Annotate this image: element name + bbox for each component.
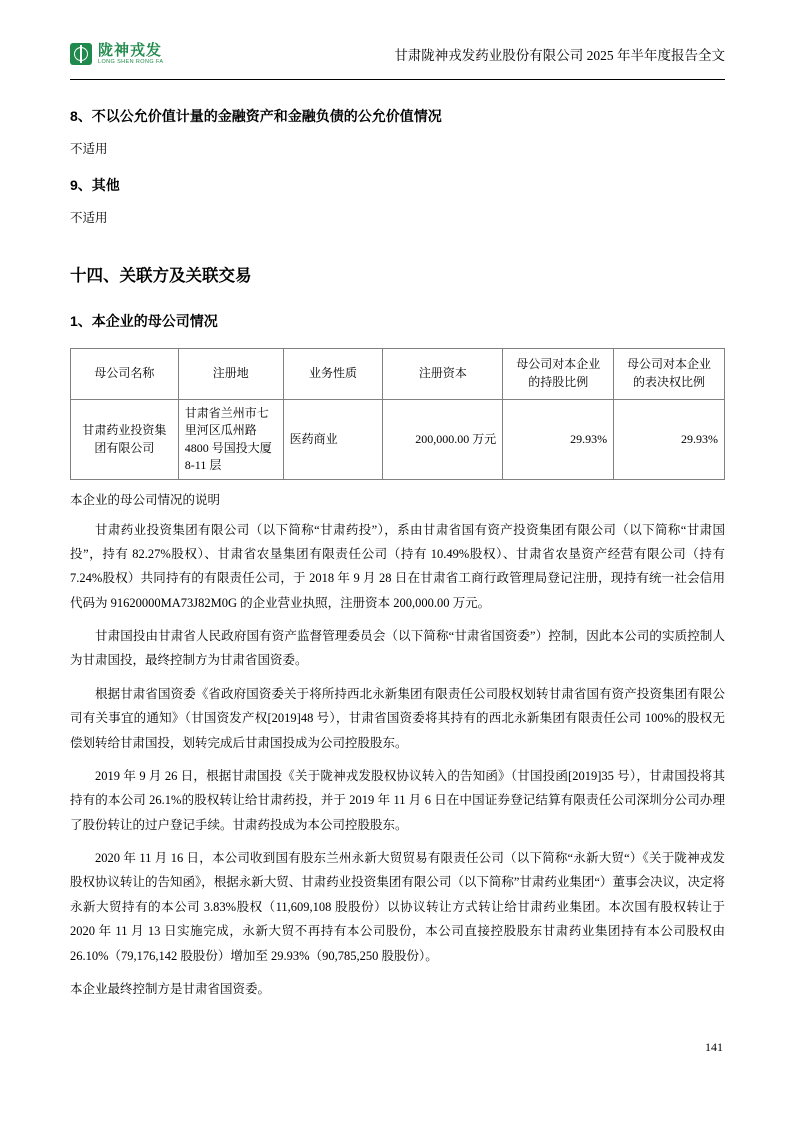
note-paragraph-2: 甘肃国投由甘肃省人民政府国有资产监督管理委员会（以下简称“甘肃省国资委”）控制，因此本公司的实质控制人为甘肃国投，最终控制方为甘肃省国资委。: [70, 629, 725, 668]
th-registered-capital: 注册资本: [383, 348, 503, 399]
table-note-title: 本企业的母公司情况的说明: [70, 493, 221, 508]
th-business-nature: 业务性质: [283, 348, 383, 399]
table-row: [71, 399, 725, 480]
cell-registered-address: 甘肃省兰州市七 里河区瓜州路 4800 号国投大厦 8-11 层: [178, 399, 283, 480]
section-9-title: 9、其他: [70, 177, 120, 193]
note-paragraph-4: 2019 年 9 月 26 日，根据甘肃国投《关于陇神戎发股权协议转入的告知函》（甘国投函[2019]35 号），甘肃国投将其持有的本公司 26.1%的股权转让给甘肃药投，并于 2019 年 11 月 6 日在中国证券登记结算有限责任公司深圳分公司办理了股份转让的过户登记手续。甘肃药投成为本公司控股股东。: [70, 768, 725, 832]
logo-pinyin-name: LONG SHEN RONG FA: [98, 58, 164, 65]
logo-chinese-name: 陇神戎发: [98, 41, 163, 59]
note-paragraph-3: 根据甘肃省国资委《省政府国资委关于将所持西北永新集团有限责任公司股权划转甘肃省国有资产投资集团有限公司有关事宜的通知》（甘国资发产权[2019]48 号），甘肃省国资委将其持有的西北永新集团有限责任公司 100%的股权无偿划转给甘肃国投，划转完成后甘肃国投成为公司控股股东。: [70, 686, 725, 750]
parent-company-table: [70, 348, 725, 481]
section-9-body: 不适用: [70, 211, 108, 225]
th-registered-address: 注册地: [178, 348, 283, 399]
subsection-1-title: 1、本企业的母公司情况: [70, 312, 218, 329]
section-8-body: 不适用: [70, 142, 108, 156]
header-divider: [70, 79, 725, 80]
th-shareholding-ratio: 母公司对本企业 的持股比例: [503, 348, 614, 399]
table-header-row: [71, 348, 725, 399]
page-header: [70, 34, 725, 74]
report-title: 甘肃陇神戎发药业股份有限公司 2025 年半年度报告全文: [394, 48, 725, 63]
note-paragraph-6: 本企业最终控制方是甘肃省国资委。: [70, 981, 271, 996]
cell-business-nature: 医药商业: [283, 399, 383, 480]
note-paragraph-1: 甘肃药业投资集团有限公司（以下简称“甘肃药投”），系由甘肃省国有资产投资集团有限公司（以下简称“甘肃国投”，持有 82.27%股权）、甘肃省农垦集团有限责任公司（持有 10.49%股权）、甘肃省农垦资产经营有限公司（持有 7.24%股权）共同持有的有限责任公司，于 2018 年 9 月 28 日在甘肃省工商行政管理局登记注册，现持有统一社会信用代码为 91620000MA73J82M0G 的企业营业执照，注册资本 200,000.00 万元。: [70, 522, 725, 610]
chapter-title: 十四、关联方及关联交易: [70, 267, 252, 285]
cell-parent-name: 甘肃药业投资集 团有限公司: [71, 399, 179, 480]
section-8-title: 8、不以公允价值计量的金融资产和金融负债的公允价值情况: [70, 108, 442, 124]
company-logo: [70, 43, 163, 66]
note-paragraph-5: 2020 年 11 月 16 日，本公司收到国有股东兰州永新大贸贸易有限责任公司（以下简称“永新大贸“）《关于陇神戎发股权协议转让的告知函》，根据永新大贸、甘肃药业投资集团有限公司（以下简称”甘肃药业集团“）董事会决议，决定将永新大贸持有的本公司 3.83%股权（11,609,108 股股份）以协议转让方式转让给甘肃药业集团。本次国有股权转让于 2020 年 11 月 13 日实施完成，永新大贸不再持有本公司股份，本公司直接控股股东甘肃药业集团持有本公司股权由 26.10%（79,176,142 股股份）增加至 29.93%（90,785,250 股股份）。: [70, 851, 725, 963]
cell-voting-ratio: 29.93%: [614, 399, 725, 480]
th-voting-ratio: 母公司对本企业 的表决权比例: [614, 348, 725, 399]
page-number: 141: [705, 1040, 723, 1054]
logo-emblem-icon: [70, 43, 92, 65]
logo-text: [98, 43, 163, 66]
cell-registered-capital: 200,000.00 万元: [383, 399, 503, 480]
cell-shareholding-ratio: 29.93%: [503, 399, 614, 480]
th-parent-name: 母公司名称: [71, 348, 179, 399]
page-content: [70, 90, 725, 1010]
